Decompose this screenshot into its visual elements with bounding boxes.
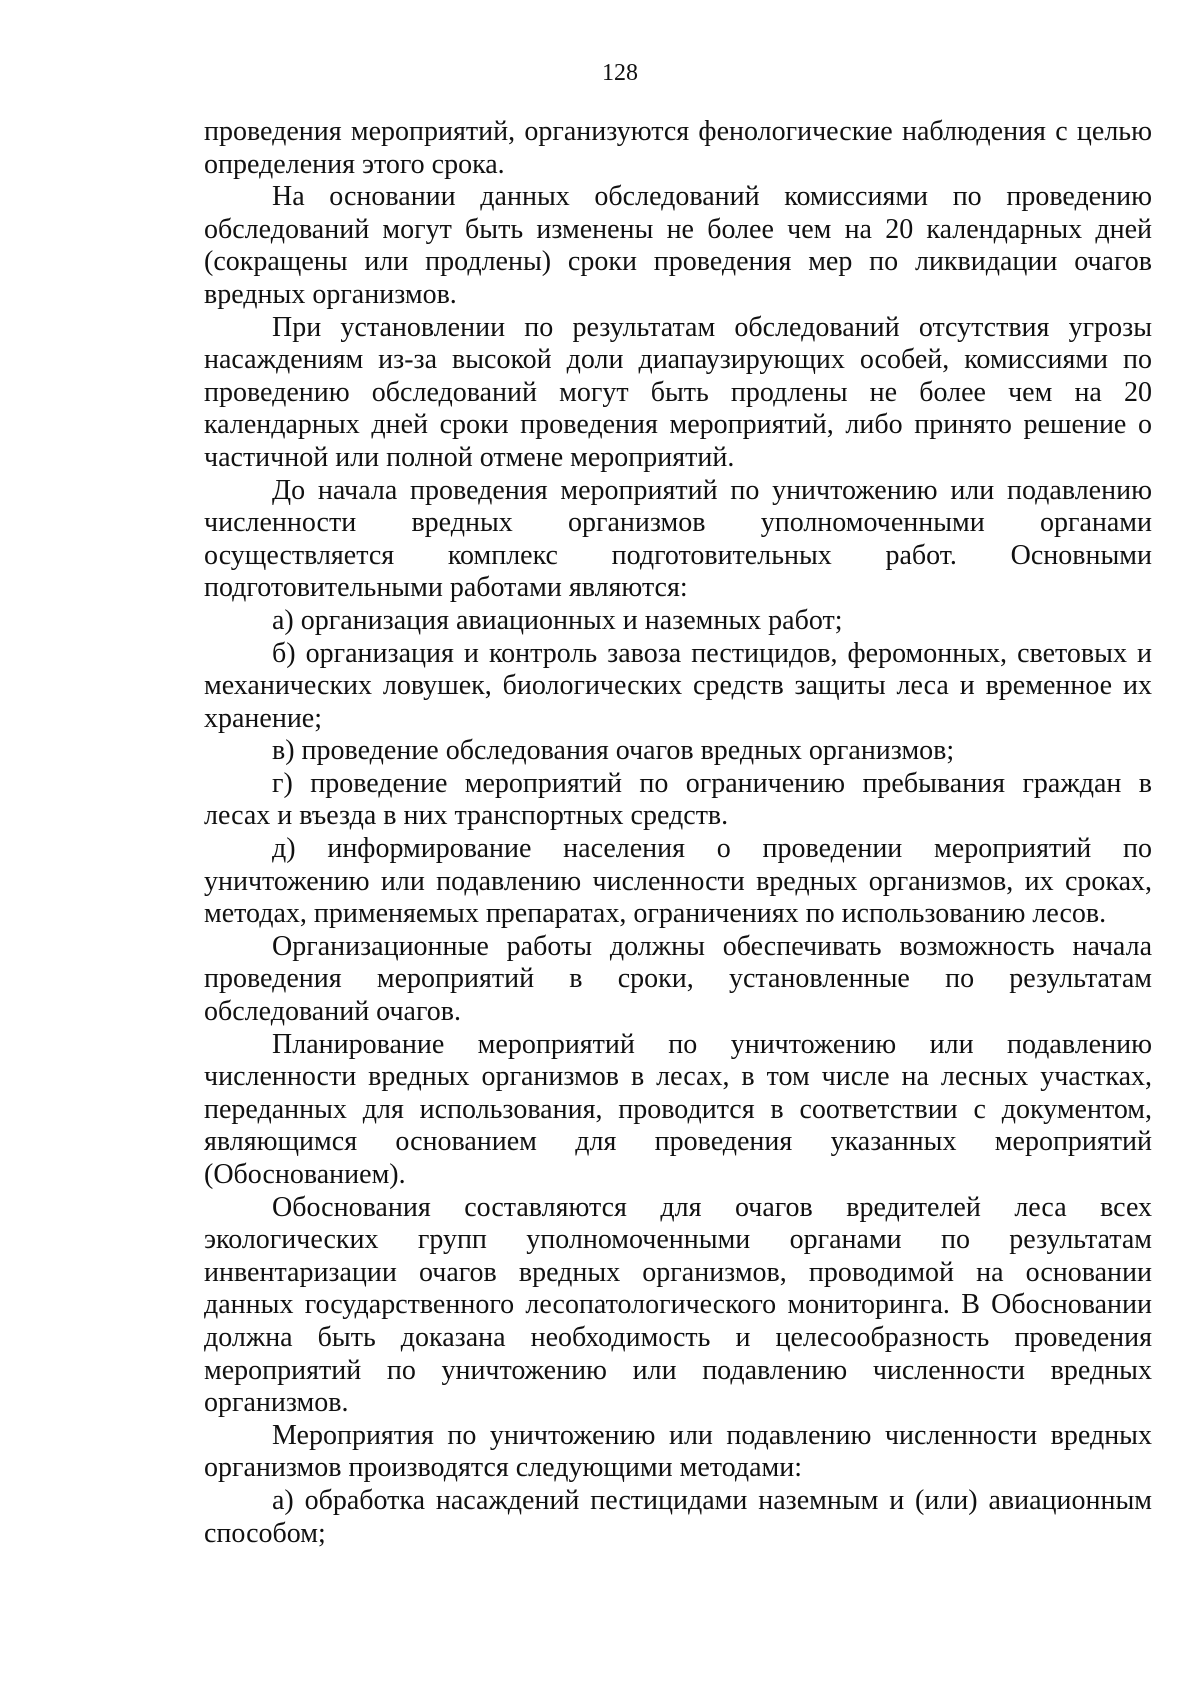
list-item: в) проведение обследования очагов вредных организмов; <box>272 735 955 767</box>
list-item: а) организация авиационных и наземных работ; <box>272 604 843 636</box>
paragraph: Организационные работы должны обеспечивать возможность начала проведения мероприятий в сроки, установленные по результатам обследований очагов. <box>204 930 1152 1028</box>
paragraph: Планирование мероприятий по уничтожению или подавлению численности вредных организмов в лесах, в том числе на лесных участках, переданных для использования, проводится в соответствии с документом, являющимся основанием для проведения указанных мероприятий (Обоснованием). <box>204 1028 1152 1190</box>
list-item: д) информирование населения о проведении мероприятий по уничтожению или подавлению численности вредных организмов, их сроках, методах, применяемых препаратах, ограничениях по использованию лесов. <box>204 833 1152 930</box>
paragraph: Обоснования составляются для очагов вредителей леса всех экологических групп уполномоченными органами по результатам инвентаризации очагов вредных организмов, проводимой на основании данных государственного лесопатологического мониторинга. В Обосновании должна быть доказана необходимость и целесообразность проведения мероприятий по уничтожению или подавлению численности вредных организмов. <box>204 1191 1152 1419</box>
paragraph: Мероприятия по уничтожению или подавлению численности вредных организмов производятся следующими методами: <box>204 1419 1152 1484</box>
paragraph: проведения мероприятий, организуются фенологические наблюдения с целью определения этого срока. <box>204 116 1152 180</box>
list-item: г) проведение мероприятий по ограничению пребывания граждан в лесах и въезда в них транспортных средств. <box>204 767 1152 832</box>
paragraph: На основании данных обследований комиссиями по проведению обследований могут быть изменены не более чем на 20 календарных дней (сокращены или продлены) сроки проведения мер по ликвидации очагов вредных организмов. <box>204 181 1152 310</box>
list-item: б) организация и контроль завоза пестицидов, феромонных, световых и механических ловушек, биологических средств защиты леса и временное их хранение; <box>204 637 1152 734</box>
body-text <box>204 116 1152 1550</box>
paragraph: До начала проведения мероприятий по уничтожению или подавлению численности вредных организмов уполномоченными органами осуществляется комплекс подготовительных работ. Основными подготовительными работами являются: <box>204 474 1152 604</box>
list-item: а) обработка насаждений пестицидами наземным и (или) авиационным способом; <box>204 1484 1152 1549</box>
page-number: 128 <box>602 60 638 86</box>
paragraph: При установлении по результатам обследований отсутствия угрозы насаждениям из-за высокой доли диапаузирующих особей, комиссиями по проведению обследований могут быть продлены не более чем на 20 календарных дней сроки проведения мероприятий, либо принято решение о частичной или полной отмене мероприятий. <box>204 311 1152 473</box>
